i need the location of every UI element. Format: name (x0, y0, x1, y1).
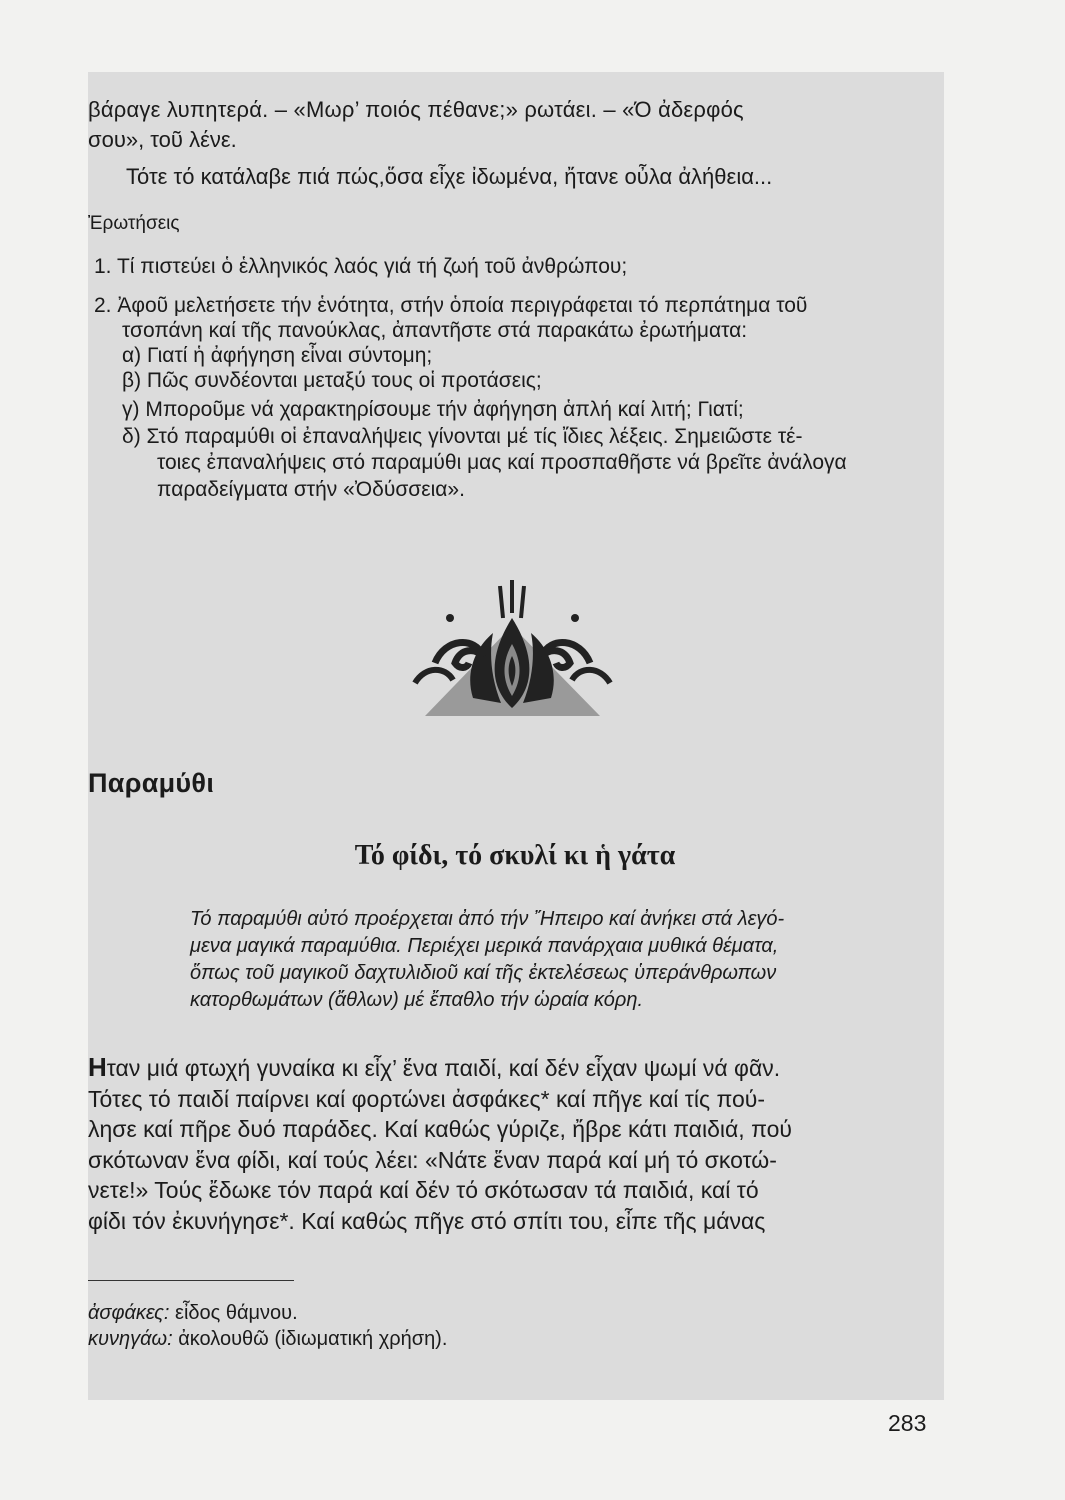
section-title: Παραμύθι (88, 768, 215, 798)
questions-heading: Ἐρωτήσεις (88, 213, 180, 234)
body-line: σκότωναν ἕνα φίδι, καί τούς λέει: «Νάτε ἕναν παρά καί μή τό σκοτώ- (88, 1146, 777, 1173)
question-2d: δ) Στό παραμύθι οἱ ἐπαναλήψεις γίνονται μέ τίς ἴδιες λέξεις. Σημειῶστε τέ- (122, 425, 803, 448)
footnote-term: ἀσφάκες: (88, 1302, 170, 1324)
question-2-line: τσοπάνη καί τῆς πανούκλας, ἀπαντῆστε στά παρακάτω ἐρωτήματα: (122, 319, 748, 342)
page-number: 283 (888, 1410, 927, 1436)
question-2d-line: παραδείγματα στήν «Ὀδύσσεια». (157, 478, 465, 501)
question-2-line: 2. Ἀφοῦ μελετήσετε τήν ἑνότητα, στήν ὁποία περιγράφεται τό περπάτημα τοῦ (94, 294, 808, 317)
body-line: λησε καί πῆρε δυό παράδες. Καί καθώς γύριζε, ἤβρε κάτι παιδιά, πού (88, 1116, 792, 1142)
footnotes (88, 1300, 447, 1352)
footnote-term: κυνηγάω: (88, 1328, 173, 1350)
question-2d-line: τοιες ἐπαναλήψεις στό παραμύθι μας καί προσπαθῆστε νά βρεῖτε ἀνάλογα (157, 451, 847, 474)
intro-line: ὅπως τοῦ μαγικοῦ δαχτυλιδιοῦ καί τῆς ἐκτελέσεως ὑπεράνθρωπων (190, 962, 777, 984)
intro-line: μενα μαγικά παραμύθια. Περιέχει μερικά πανάρχαια μυθικά θέματα, (190, 935, 779, 957)
top-text-line-2: σου», τοῦ λένε. (88, 127, 237, 152)
drop-cap: Η (88, 1052, 107, 1082)
top-text-line-1: βάραγε λυπητερά. – «Μωρ’ ποιός πέθανε;» ρωτάει. – «Ό ἀδερφός (88, 97, 744, 122)
body-line: Τότες τό παιδί παίρνει καί φορτώνει ἀσφάκες* καί πῆγε καί τίς πού- (88, 1085, 766, 1112)
question-1: 1. Τί πιστεύει ὁ ἑλληνικός λαός γιά τή ζωή τοῦ ἀνθρώπου; (94, 255, 628, 278)
question-2b: β) Πῶς συνδέονται μεταξύ τους οἱ προτάσεις; (122, 369, 542, 392)
intro-line: Τό παραμύθι αὐτό προέρχεται ἀπό τήν Ἤπειρο καί ἀνήκει στά λεγό- (190, 908, 785, 930)
decorative-ornament-icon (405, 578, 620, 718)
footnote (88, 1300, 447, 1326)
body-line: φίδι τόν ἐκυνήγησε*. Καί καθώς πῆγε στό σπίτι του, εἶπε τῆς μάνας (88, 1207, 766, 1234)
footnote-divider (88, 1280, 294, 1281)
body-line (88, 1052, 933, 1084)
story-introduction (190, 906, 930, 1014)
body-line: νετε!» Τούς ἔδωκε τόν παρά καί δέν τό σκότωσαν τά παιδιά, καί τό (88, 1177, 759, 1203)
question-2c: γ) Μποροῦμε νά χαρακτηρίσουμε τήν ἀφήγηση ἁπλή καί λιτή; Γιατί; (122, 398, 744, 421)
intro-line: κατορθωμάτων (ἄθλων) μέ ἔπαθλο τήν ὡραία κόρη. (190, 989, 644, 1011)
question-2a: α) Γιατί ἡ ἀφήγηση εἶναι σύντομη; (122, 344, 433, 367)
body-first-line: ταν μιά φτωχή γυναίκα κι εἶχ’ ἕνα παιδί, καί δέν εἶχαν ψωμί νά φᾶν. (106, 1055, 781, 1081)
footnote-definition: εἶδος θάμνου. (175, 1302, 298, 1324)
top-text-line-3: Τότε τό κατάλαβε πιά πώς,ὅσα εἶχε ἰδωμένα, ἤτανε οὖλα ἀλήθεια... (126, 164, 773, 189)
story-body (88, 1052, 933, 1236)
footnote (88, 1326, 447, 1352)
story-title: Τό φίδι, τό σκυλί κι ἡ γάτα (354, 840, 676, 871)
footnote-definition: ἀκολουθῶ (ἰδιωματική χρήση). (178, 1328, 448, 1350)
